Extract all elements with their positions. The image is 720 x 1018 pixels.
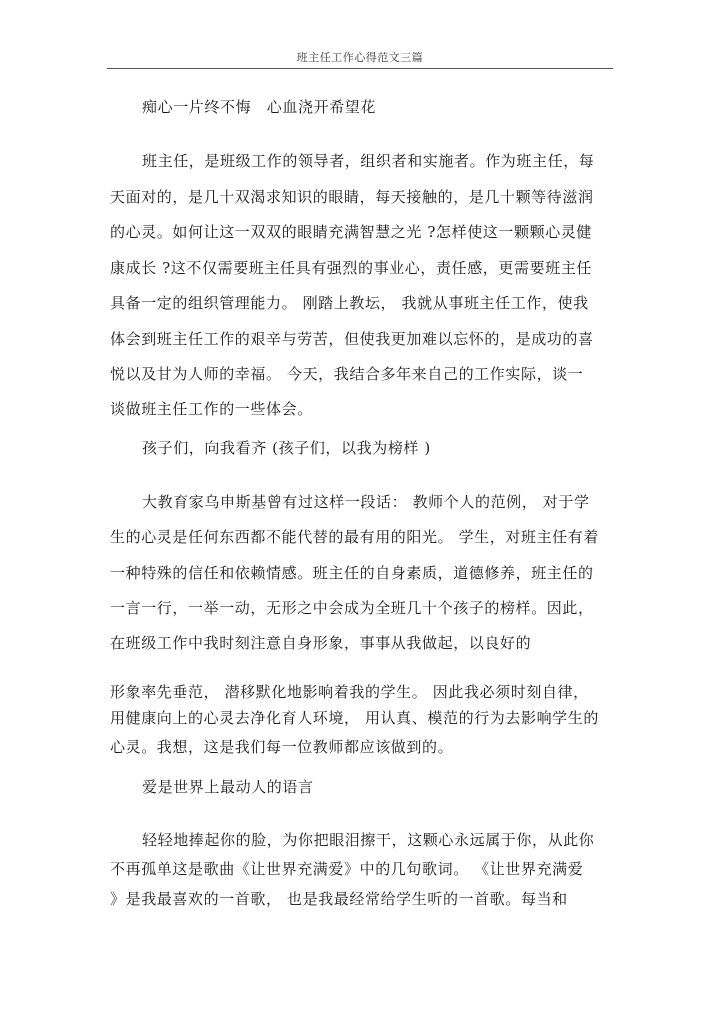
- body-line-13: 在班级工作中我时刻注意自身形象，事事从我做起，以良好的: [110, 634, 532, 652]
- body-line-11: 一种特殊的信任和依赖情感。班主任的自身素质，道德修养，班主任的: [110, 564, 594, 582]
- body-line-6: 体会到班主任工作的艰辛与劳苦，但使我更加难以忘怀的，是成功的喜: [110, 330, 594, 348]
- body-line-19: 》是我最喜欢的一首歌， 也是我最经常给学生听的一首歌。每当和: [110, 890, 568, 908]
- body-line-10: 生的心灵是任何东西都不能代替的最有用的阳光。 学生，对班主任有着: [110, 528, 599, 546]
- heading-line-2: 孩子们，向我看齐 (孩子们，以我为榜样 ): [142, 439, 431, 457]
- body-line-2: 天面对的，是几十双渴求知识的眼睛，每天接触的，是几十颗等待滋润: [110, 188, 594, 206]
- body-line-9: 大教育家乌申斯基曾有过这样一段话： 教师个人的范例， 对于学: [142, 493, 590, 511]
- body-line-14: 形象率先垂范， 潜移默化地影响着我的学生。 因此我必须时刻自律，: [110, 683, 589, 701]
- body-line-8: 谈做班主任工作的一些体会。: [110, 400, 313, 418]
- running-header: 班主任工作心得范文三篇: [296, 51, 424, 64]
- body-line-17: 轻轻地捧起你的脸，为你把眼泪擦干，这颗心永远属于你，从此你: [142, 831, 595, 849]
- body-line-4: 康成长 ?这不仅需要班主任具有强烈的事业心，责任感，更需要班主任: [110, 259, 593, 277]
- body-line-7: 悦以及甘为人师的幸福。 今天，我结合多年来自己的工作实际，谈一: [110, 365, 584, 383]
- body-line-16: 心灵。我想，这是我们每一位教师都应该做到的。: [110, 738, 454, 756]
- heading-line-1: 痴心一片终不悔 心血浇开希望花: [142, 98, 377, 116]
- heading-line-3: 爱是世界上最动人的语言: [142, 778, 314, 796]
- body-line-12: 一言一行，一举一动，无形之中会成为全班几十个孩子的榜样。因此，: [110, 599, 594, 617]
- body-line-3: 的心灵。如何让这一双双的眼睛充满智慧之光 ?怎样使这一颗颗心灵健: [110, 223, 593, 241]
- body-line-5: 具备一定的组织管理能力。 刚踏上教坛， 我就从事班主任工作，使我: [110, 294, 589, 312]
- header-rule: [107, 68, 613, 69]
- body-line-15: 用健康向上的心灵去净化育人环境， 用认真、模范的行为去影响学生的: [110, 709, 599, 727]
- body-line-1: 班主任，是班级工作的领导者，组织者和实施者。作为班主任，每: [142, 152, 595, 170]
- body-line-18: 不再孤单这是歌曲《让世界充满爱》中的几句歌词。 《让世界充满爱: [110, 860, 584, 878]
